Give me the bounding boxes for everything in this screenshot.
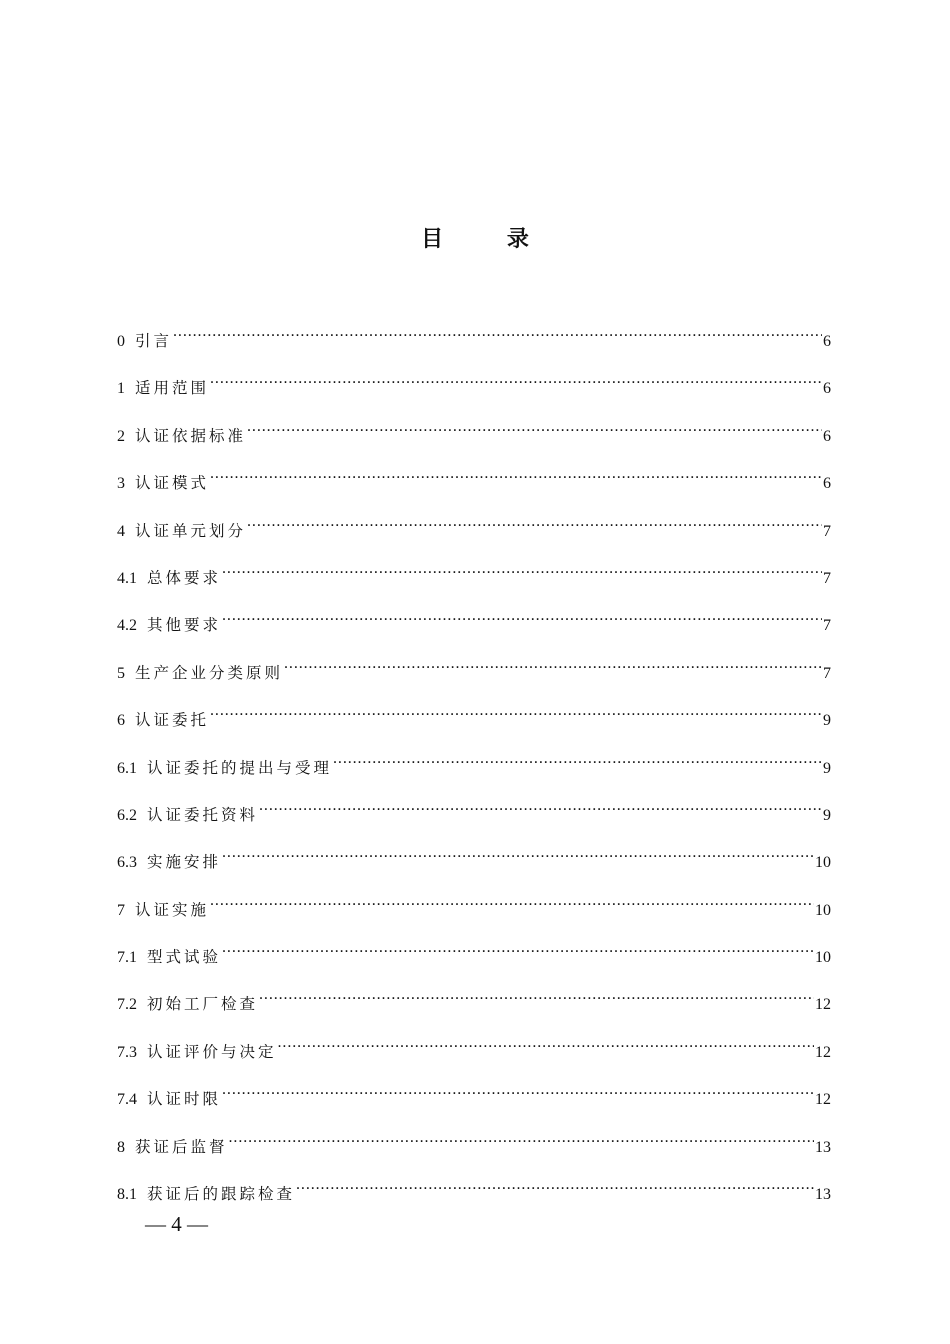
toc-leader-dots — [259, 981, 814, 1009]
toc-entry-title: 认证委托资料 — [147, 805, 259, 824]
toc-entry-title: 实施安排 — [147, 853, 222, 872]
toc-entry-number: 8.1 — [117, 1186, 137, 1204]
toc-entry-page: 9 — [823, 712, 831, 730]
toc-entry[interactable] — [117, 1029, 831, 1076]
toc-entry[interactable] — [117, 981, 831, 1028]
toc-entry[interactable] — [117, 555, 831, 602]
toc-entry-title: 适用范围 — [135, 379, 210, 398]
toc-entry[interactable] — [117, 508, 831, 555]
toc-entry-title: 获证后监督 — [135, 1137, 228, 1156]
table-of-contents — [117, 318, 831, 1218]
toc-entry[interactable] — [117, 792, 831, 839]
toc-entry-page: 10 — [815, 901, 831, 919]
toc-entry-number: 4.2 — [117, 617, 137, 635]
toc-leader-dots — [210, 365, 822, 393]
toc-entry-number: 6 — [117, 712, 125, 730]
toc-entry-title: 认证模式 — [135, 474, 210, 493]
page-number-footer: — 4 — — [145, 1212, 208, 1236]
toc-leader-dots — [210, 887, 814, 915]
toc-entry[interactable] — [117, 1171, 831, 1218]
toc-leader-dots — [222, 602, 822, 630]
toc-entry-title: 型式试验 — [147, 948, 222, 967]
toc-entry-page: 7 — [823, 617, 831, 635]
toc-entry-number: 8 — [117, 1138, 125, 1156]
toc-entry-title: 获证后的跟踪检查 — [147, 1185, 296, 1204]
toc-leader-dots — [210, 460, 822, 488]
toc-leader-dots — [259, 792, 822, 820]
toc-entry-page: 7 — [823, 569, 831, 587]
toc-leader-dots — [229, 1124, 814, 1152]
page-title: 目 录 — [421, 226, 557, 252]
toc-leader-dots — [247, 508, 822, 536]
toc-entry-title: 其他要求 — [147, 616, 222, 635]
toc-entry-number: 0 — [117, 333, 125, 350]
toc-leader-dots — [284, 650, 822, 678]
toc-entry[interactable] — [117, 318, 831, 365]
toc-entry-number: 2 — [117, 427, 125, 445]
toc-entry[interactable] — [117, 602, 831, 649]
toc-entry[interactable] — [117, 839, 831, 886]
toc-entry-title: 认证单元划分 — [135, 521, 247, 540]
toc-entry-page: 9 — [823, 806, 831, 824]
toc-entry[interactable] — [117, 650, 831, 697]
toc-entry-page: 7 — [823, 522, 831, 540]
toc-entry[interactable] — [117, 365, 831, 412]
toc-entry-title: 认证评价与决定 — [147, 1042, 277, 1061]
toc-entry-page: 10 — [815, 854, 831, 872]
toc-entry-number: 4.1 — [117, 569, 137, 587]
toc-entry-title: 认证委托的提出与受理 — [147, 758, 333, 777]
toc-entry-title: 引言 — [135, 332, 173, 350]
toc-entry-page: 6 — [823, 333, 831, 350]
toc-entry[interactable] — [117, 460, 831, 507]
toc-entry-page: 10 — [815, 949, 831, 967]
toc-entry[interactable] — [117, 697, 831, 744]
toc-entry-number: 7.2 — [117, 996, 137, 1014]
toc-entry[interactable] — [117, 887, 831, 934]
toc-entry-number: 6.3 — [117, 854, 137, 872]
toc-entry-number: 4 — [117, 522, 125, 540]
toc-entry-title: 认证委托 — [135, 711, 210, 730]
toc-leader-dots — [333, 745, 822, 773]
toc-leader-dots — [222, 934, 814, 962]
toc-entry-page: 12 — [815, 1091, 831, 1109]
toc-entry-page: 13 — [815, 1186, 831, 1204]
toc-leader-dots — [222, 839, 814, 867]
toc-entry-number: 3 — [117, 475, 125, 493]
toc-entry-title: 总体要求 — [147, 568, 222, 587]
toc-entry-title: 认证实施 — [135, 900, 210, 919]
toc-entry[interactable] — [117, 413, 831, 460]
toc-entry-page: 6 — [823, 380, 831, 398]
toc-entry-page: 12 — [815, 996, 831, 1014]
toc-entry-number: 7.3 — [117, 1043, 137, 1061]
toc-entry[interactable] — [117, 934, 831, 981]
toc-leader-dots — [222, 1076, 814, 1104]
toc-leader-dots — [222, 555, 822, 583]
toc-entry-title: 认证时限 — [147, 1090, 222, 1109]
toc-entry-number: 7.1 — [117, 949, 137, 967]
toc-entry-page: 13 — [815, 1138, 831, 1156]
toc-leader-dots — [247, 413, 822, 441]
toc-entry-title: 初始工厂检查 — [147, 995, 259, 1014]
toc-entry-page: 7 — [823, 664, 831, 682]
toc-entry-page: 6 — [823, 427, 831, 445]
toc-entry-number: 7 — [117, 901, 125, 919]
toc-leader-dots — [210, 697, 822, 725]
toc-entry-number: 6.2 — [117, 806, 137, 824]
toc-entry-title: 认证依据标准 — [135, 426, 247, 445]
toc-entry-page: 12 — [815, 1043, 831, 1061]
toc-leader-dots — [278, 1029, 814, 1057]
toc-entry[interactable] — [117, 1076, 831, 1123]
toc-entry[interactable] — [117, 745, 831, 792]
toc-entry-number: 1 — [117, 380, 125, 398]
toc-entry-page: 9 — [823, 759, 831, 777]
toc-entry-title: 生产企业分类原则 — [135, 663, 284, 682]
toc-entry-number: 6.1 — [117, 759, 137, 777]
toc-entry[interactable] — [117, 1124, 831, 1171]
toc-leader-dots — [296, 1171, 814, 1199]
toc-leader-dots — [173, 318, 822, 346]
toc-entry-number: 7.4 — [117, 1091, 137, 1109]
toc-entry-number: 5 — [117, 664, 125, 682]
toc-entry-page: 6 — [823, 475, 831, 493]
